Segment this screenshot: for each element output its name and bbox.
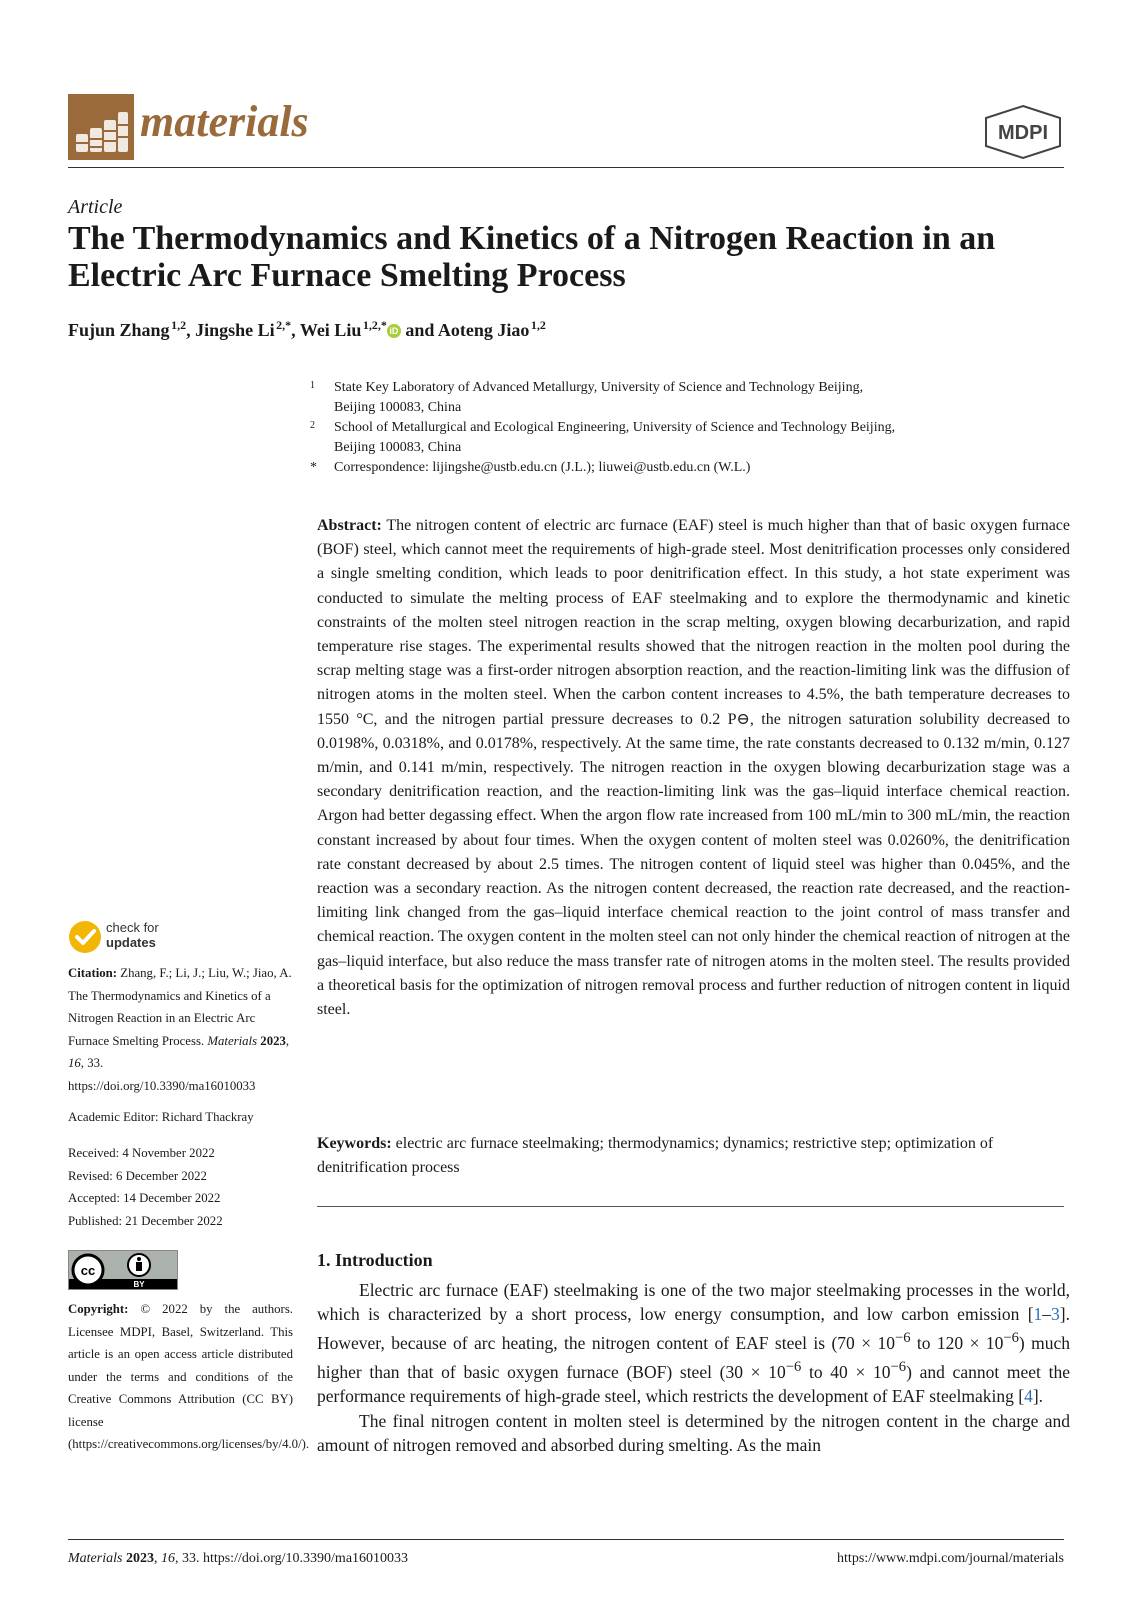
orcid-icon[interactable]: iD bbox=[387, 324, 401, 338]
date-published: Published: 21 December 2022 bbox=[68, 1213, 223, 1228]
copyright-block: Copyright: © 2022 by the authors. Licensee MDPI, Basel, Switzerland. This article is an open access article distributed under the terms and conditions of the Creative Commons Attribution (CC BY) license (https://creativecommons.org/licenses/by/4.0/). bbox=[68, 1302, 310, 1451]
citation-block: Citation: Zhang, F.; Li, J.; Liu, W.; Jiao, A. The Thermodynamics and Kinetics of a Nitrogen Reaction in an Electric Arc Furnace Smelting Process. Materials 2023, 16, 33. https://doi.org/10.3390/ma16010033 bbox=[68, 962, 293, 1097]
check-icon bbox=[68, 920, 102, 954]
svg-text:BY: BY bbox=[133, 1280, 145, 1289]
introduction-body bbox=[317, 1278, 1070, 1457]
citation-link[interactable]: 1 bbox=[1033, 1304, 1043, 1325]
affiliation-1: 1 State Key Laboratory of Advanced Metallurgy, University of Science and Technology Beijing, Beijing 100083, China bbox=[310, 380, 864, 415]
svg-text:cc: cc bbox=[80, 1263, 96, 1278]
article-title bbox=[68, 220, 1068, 294]
section-heading: 1. Introduction bbox=[317, 1250, 433, 1270]
author-name: Fujun Zhang bbox=[68, 320, 170, 340]
author-affiliation: 1,2,* bbox=[362, 318, 387, 332]
section-divider bbox=[317, 1206, 1064, 1207]
title-line-1: The Thermodynamics and Kinetics of a Nitrogen Reaction in an bbox=[68, 220, 996, 257]
materials-logo-icon bbox=[68, 94, 134, 160]
affiliation-2: 2 School of Metallurgical and Ecological Engineering, University of Science and Technology Beijing, Beijing 100083, China bbox=[310, 420, 896, 455]
footer-citation: Materials 2023, 16, 33. https://doi.org/10.3390/ma16010033 bbox=[68, 1551, 409, 1566]
date-received: Received: 4 November 2022 bbox=[68, 1146, 215, 1160]
citation-doi-link[interactable]: https://doi.org/10.3390/ma16010033 bbox=[68, 1078, 256, 1093]
check-for-updates-badge[interactable]: check for updates bbox=[68, 920, 188, 954]
dates-block bbox=[68, 1142, 293, 1232]
abstract bbox=[317, 514, 1070, 1022]
author-list: Fujun Zhang $^{1,2}$, Jingshe Li $^{2,*}$, Wei Liu $^{1,2,*}$ iD and Aoteng Jiao $^{1,2}$ bbox=[68, 318, 546, 340]
date-revised: Revised: 6 December 2022 bbox=[68, 1168, 207, 1183]
footer-journal-url[interactable]: https://www.mdpi.com/journal/materials bbox=[837, 1551, 1064, 1566]
abstract-text: The nitrogen content of electric arc furnace (EAF) steel is much higher than that of basic oxygen furnace (BOF) steel, which cannot meet the requirements of high-grade steel. Most denitrification processes only considered a single smelting condition, which leads to poor denitrification effect. In this study, a hot state experiment was conducted to simulate the melting process of EAF steelmaking and to explore the thermodynamic and kinetic constraints of the molten steel nitrogen reaction in the scrap melting, oxygen blowing decarburization, and rapid temperature rise stages. The experimental results showed that the nitrogen reaction in the molten pool during the scrap melting stage was a first-order nitrogen absorption reaction, and the reaction-limiting link was the diffusion of nitrogen atoms in the molten steel. When the carbon content increases to 4.5%, the bath temperature decreases to 1550 °C, and the nitrogen partial pressure decreases to 0.2 P⊖, the nitrogen saturation solubility decreased to 0.0198%, 0.0318%, and 0.0178%, respectively. At the same time, the rate constants decreased to 0.132 m/min, 0.127 m/min, and 0.141 m/min, respectively. The nitrogen reaction in the oxygen blowing decarburization stage was a secondary denitrification reaction, and the reaction-limiting link was the gas–liquid interface chemical reaction. Argon had better degassing effect. When the argon flow rate increased from 100 mL/min to 300 mL/min, the reaction constant increased by about four times. When the oxygen content of molten steel was 0.0260%, the denitrification rate constant decreased by about 2.5 times. The nitrogen content of liquid steel was higher than 0.045%, and the reaction was a secondary reaction. As the nitrogen content decreased, the reaction rate decreased, and the reaction-limiting link changed from the gas–liquid interface chemical reaction to the joint control of mass transfer and chemical reaction. The oxygen content in the molten steel can not only hinder the chemical reaction of nitrogen at the gas–liquid interface, but also reduce the mass transfer rate of nitrogen atoms in the molten steel. The results provided a theoretical basis for the optimization of nitrogen removal process and further reduction of nitrogen content in liquid steel. bbox=[317, 517, 1071, 1019]
header-divider bbox=[68, 167, 1064, 168]
correspondence: * Correspondence: lijingshe@ustb.edu.cn (J.L.); liuwei@ustb.edu.cn (W.L.) bbox=[310, 460, 751, 475]
citation-link[interactable]: 3 bbox=[1051, 1304, 1060, 1325]
citation-link[interactable]: 4 bbox=[1024, 1386, 1033, 1407]
svg-text:MDPI: MDPI bbox=[998, 122, 1048, 144]
author-name: and Aoteng Jiao bbox=[405, 320, 530, 340]
title-line-2: Electric Arc Furnace Smelting Process bbox=[68, 257, 626, 294]
mdpi-logo-icon bbox=[982, 104, 1064, 160]
author-affiliation: 1,2 bbox=[530, 318, 546, 332]
academic-editor: Academic Editor: Richard Thackray bbox=[68, 1110, 254, 1124]
journal-name: materials bbox=[140, 97, 309, 146]
footer-divider bbox=[68, 1539, 1064, 1540]
keywords-text: electric arc furnace steelmaking; thermodynamics; dynamics; restrictive step; optimization of denitrification process bbox=[317, 1135, 994, 1177]
keywords bbox=[317, 1132, 1070, 1180]
cc-by-license-badge[interactable] bbox=[68, 1250, 178, 1290]
cc-by-icon bbox=[69, 1251, 177, 1289]
author-affiliation: 1,2 bbox=[171, 318, 187, 332]
author-name: Jingshe Li bbox=[195, 320, 275, 340]
abstract-label: Abstract: bbox=[317, 517, 382, 534]
paragraph: The final nitrogen content in molten steel is determined by the nitrogen content in the charge and amount of nitrogen removed and absorbed during smelting. As the main bbox=[317, 1410, 1070, 1455]
author-affiliation: 2,* bbox=[276, 318, 292, 332]
article-type: Article bbox=[68, 196, 123, 218]
paragraph: Electric arc furnace (EAF) steelmaking is one of the two major steelmaking processes in the world, which is characterized by a short process, low energy consumption, and low carbon emission [1–3]. However, because of arc heating, the nitrogen content of EAF steel is ($70 \times 10^{-6}$ to $120 \times 10^{-6}$) much higher than that of basic oxygen furnace (BOF) steel ($30 \times 10^{-6}$ to $40 \times 10^{-6}$) and cannot meet the performance requirements of high-grade steel, which restricts the development of EAF steelmaking [4]. bbox=[317, 1280, 1070, 1407]
keywords-label: Keywords: bbox=[317, 1135, 392, 1152]
journal-header bbox=[68, 94, 1064, 166]
author-name: Wei Liu bbox=[299, 320, 362, 340]
date-accepted: Accepted: 14 December 2022 bbox=[68, 1191, 221, 1205]
